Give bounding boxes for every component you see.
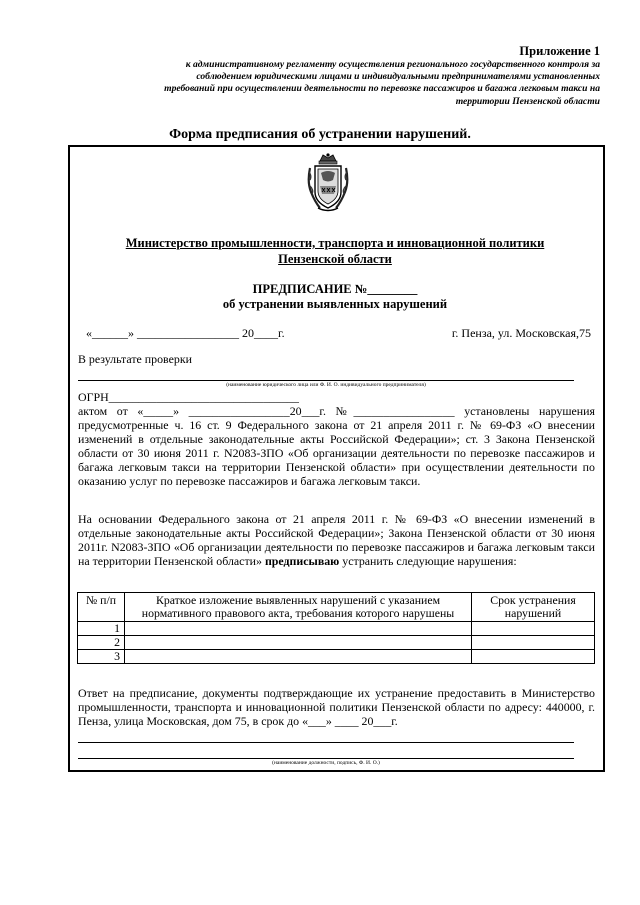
paragraph-violations: актом от «_____» _________________20___г. №_________________ установлены нарушения предусмотренные ч. 16 ст. 9 Федерального закона от 21 апреля 2011 г. № 69-ФЗ «О внесении изменений в отдельные законодательные акты Российской Федерации»; ст. 3 Закона Пензенской области от 30 июня 2011 г. N2083-ЗПО «Об организации деятельности по перевозке пассажиров и багажа легковым такси на территории Пензенской области» при осуществлении деятельности по оказанию услуг по перевозке пассажиров и багажа легковым такси. bbox=[78, 404, 595, 489]
order-date: «______» _________________ 20____г. bbox=[86, 326, 285, 340]
table-row bbox=[78, 636, 595, 650]
table-header-row bbox=[78, 593, 595, 622]
response-paragraph: Ответ на предписание, документы подтверждающие их устранение предоставить в Министерство промышленности, транспорта и инновационной политики Пензенской области по адресу: 440000, г. Пенза, улица Московская, дом 75, в срок до «___» ____ 20___г. bbox=[78, 686, 595, 729]
table-row bbox=[78, 622, 595, 636]
paragraph-order-start: На основании Федерального закона от 21 апреля 2011 г. № 69-ФЗ «О внесении изменений в отдельные законодательные акты Российской Федерации»; Закона Пензенской области от 30 июня 2011г. N2083-ЗПО «Об организации деятельности по перевозке пассажиров и багажа легковым такси на территории Пензенской области» bbox=[78, 512, 595, 569]
appendix-line: требований при осуществлении деятельности по перевозке пассажиров и багажа легковым такси на bbox=[164, 83, 600, 95]
row-number: 2 bbox=[78, 636, 125, 650]
order-heading bbox=[0, 282, 640, 312]
header-deadline: Срок устранения нарушений bbox=[472, 593, 595, 622]
header-number: № п/п bbox=[78, 593, 125, 622]
appendix-line: к административному регламенту осуществления регионального государственного контроля за bbox=[185, 59, 600, 70]
row-number: 3 bbox=[78, 650, 125, 664]
order-subtitle: об устранении выявленных нарушений bbox=[222, 297, 448, 311]
row-description-cell bbox=[125, 622, 472, 636]
ministry-name bbox=[0, 236, 640, 267]
paragraph-order-verb: предписываю bbox=[264, 554, 340, 569]
appendix-line: соблюдением юридическими лицами и индивидуальными предпринимателями установленных bbox=[196, 71, 600, 83]
signature-caption: (наименование должности, подпись, Ф. И. О.) bbox=[272, 760, 380, 766]
header-description: Краткое изложение выявленных нарушений с указанием нормативного правового акта, требования которого нарушены bbox=[125, 593, 472, 622]
row-deadline-cell bbox=[472, 636, 595, 650]
appendix-title: Приложение 1 bbox=[519, 44, 600, 58]
coat-of-arms-icon bbox=[306, 152, 350, 214]
row-number: 1 bbox=[78, 622, 125, 636]
paragraph-order bbox=[78, 512, 595, 568]
row-description-cell bbox=[125, 636, 472, 650]
violations-table bbox=[77, 592, 595, 664]
appendix-line: территории Пензенской области bbox=[455, 95, 600, 107]
name-fill-line bbox=[78, 380, 574, 381]
date-place-line bbox=[86, 326, 591, 341]
ministry-line: Министерство промышленности, транспорта и инновационной политики bbox=[125, 236, 545, 250]
row-description-cell bbox=[125, 650, 472, 664]
row-deadline-cell bbox=[472, 650, 595, 664]
check-intro: В результате проверки bbox=[78, 352, 192, 366]
form-title: Форма предписания об устранении нарушений. bbox=[169, 127, 471, 142]
order-title: ПРЕДПИСАНИЕ №________ bbox=[252, 282, 418, 296]
ministry-line: Пензенской области bbox=[278, 251, 392, 266]
order-place: г. Пенза, ул. Московская,75 bbox=[451, 326, 591, 340]
table-row bbox=[78, 650, 595, 664]
signature-line bbox=[78, 742, 574, 743]
paragraph-order-end: устранить следующие нарушения: bbox=[342, 554, 517, 569]
name-caption: (наименование юридического лица или Ф. И. О. индивидуального предпринимателя) bbox=[226, 382, 426, 388]
signature-line bbox=[78, 758, 574, 759]
row-deadline-cell bbox=[472, 622, 595, 636]
ogrn-field: ОГРН________________________________ bbox=[78, 390, 299, 404]
appendix-header bbox=[80, 44, 600, 108]
